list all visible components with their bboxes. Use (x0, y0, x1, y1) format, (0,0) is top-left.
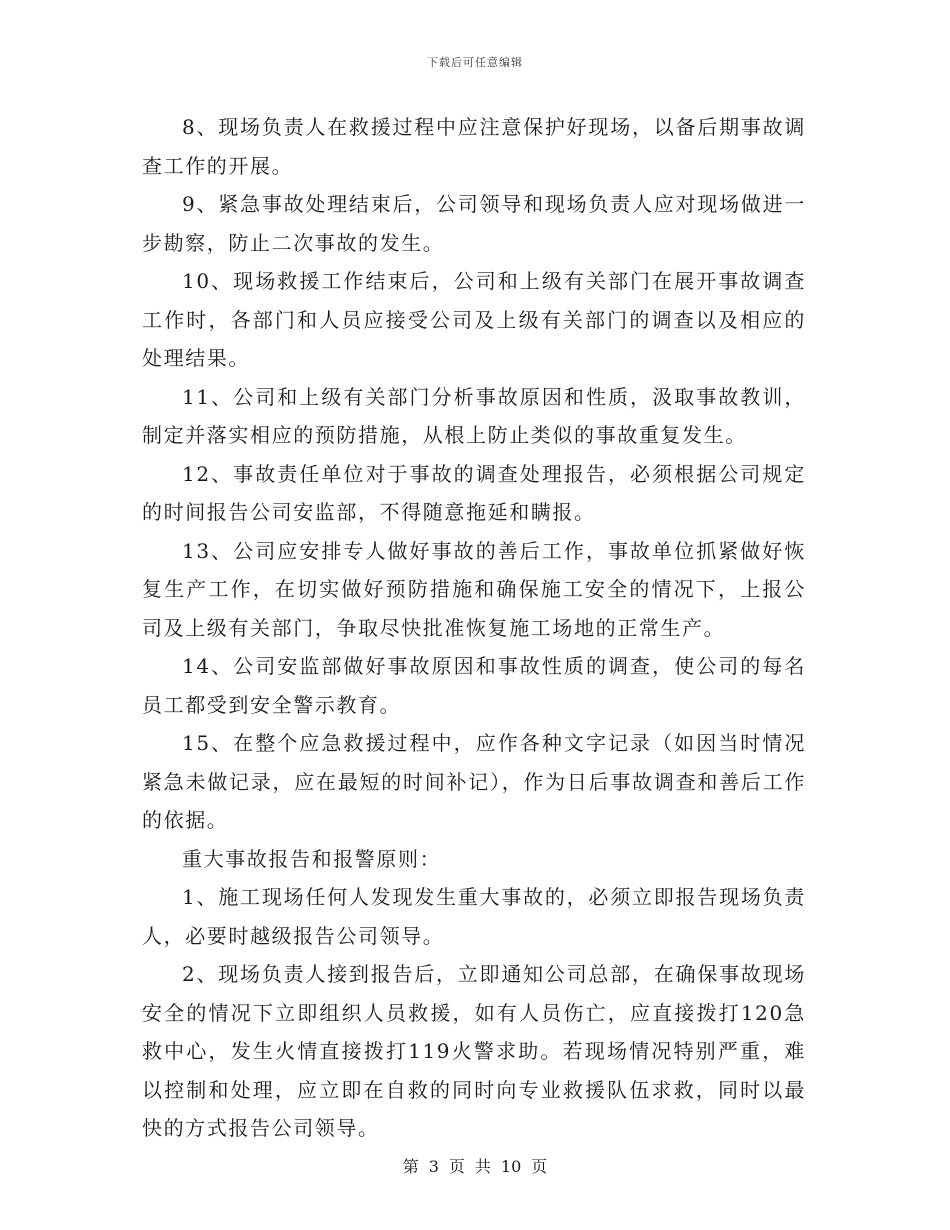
footer-label-suffix: 页 (531, 1157, 548, 1176)
paragraph-item-10: 10、现场救援工作结束后，公司和上级有关部门在展开事故调查工作时，各部门和人员应接受公司及上级有关部门的调查以及相应的处理结果。 (142, 269, 806, 370)
paragraph-item-14: 14、公司安监部做好事故原因和事故性质的调查，使公司的每名员工都受到安全警示教育。 (142, 654, 806, 717)
paragraph-item-11: 11、公司和上级有关部门分析事故原因和性质，汲取事故教训，制定并落实相应的预防措施，从根上防止类似的事故重复发生。 (142, 384, 806, 447)
footer-label-prefix: 第 (402, 1157, 419, 1176)
document-body (142, 108, 806, 1148)
paragraph-item-12: 12、事故责任单位对于事故的调查处理报告，必须根据公司规定的时间报告公司安监部，不得随意拖延和瞒报。 (142, 461, 806, 524)
footer-label-total: 共 (474, 1157, 491, 1176)
paragraph-item-8: 8、现场负责人在救援过程中应注意保护好现场，以备后期事故调查工作的开展。 (142, 115, 806, 178)
current-page-number: 3 (428, 1157, 439, 1176)
page-header-note: 下载后可任意编辑 (427, 56, 523, 69)
section-heading-report-principles: 重大事故报告和报警原则： (182, 846, 442, 871)
footer-label-page: 页 (448, 1157, 465, 1176)
principle-item-2: 2、现场负责人接到报告后，立即通知公司总部，在确保事故现场安全的情况下立即组织人员救援，如有人员伤亡，应直接拨打120急救中心，发生火情直接拨打119火警求助。若现场情况特别严重，难以控制和处理，应立即在自救的同时向专业救援队伍求救，同时以最快的方式报告公司领导。 (142, 962, 806, 1140)
page-footer (0, 1154, 950, 1177)
paragraph-item-15: 15、在整个应急救援过程中，应作各种文字记录（如因当时情况紧急未做记录，应在最短的时间补记），作为日后事故调查和善后工作的依据。 (142, 731, 806, 832)
principle-item-1: 1、施工现场任何人发现发生重大事故的，必须立即报告现场负责人，必要时越级报告公司领导。 (142, 885, 806, 948)
paragraph-item-9: 9、紧急事故处理结束后，公司领导和现场负责人应对现场做进一步勘察，防止二次事故的发生。 (142, 192, 806, 255)
total-pages-number: 10 (500, 1157, 522, 1176)
paragraph-item-13: 13、公司应安排专人做好事故的善后工作，事故单位抓紧做好恢复生产工作，在切实做好预防措施和确保施工安全的情况下，上报公司及上级有关部门，争取尽快批准恢复施工场地的正常生产。 (142, 538, 806, 640)
